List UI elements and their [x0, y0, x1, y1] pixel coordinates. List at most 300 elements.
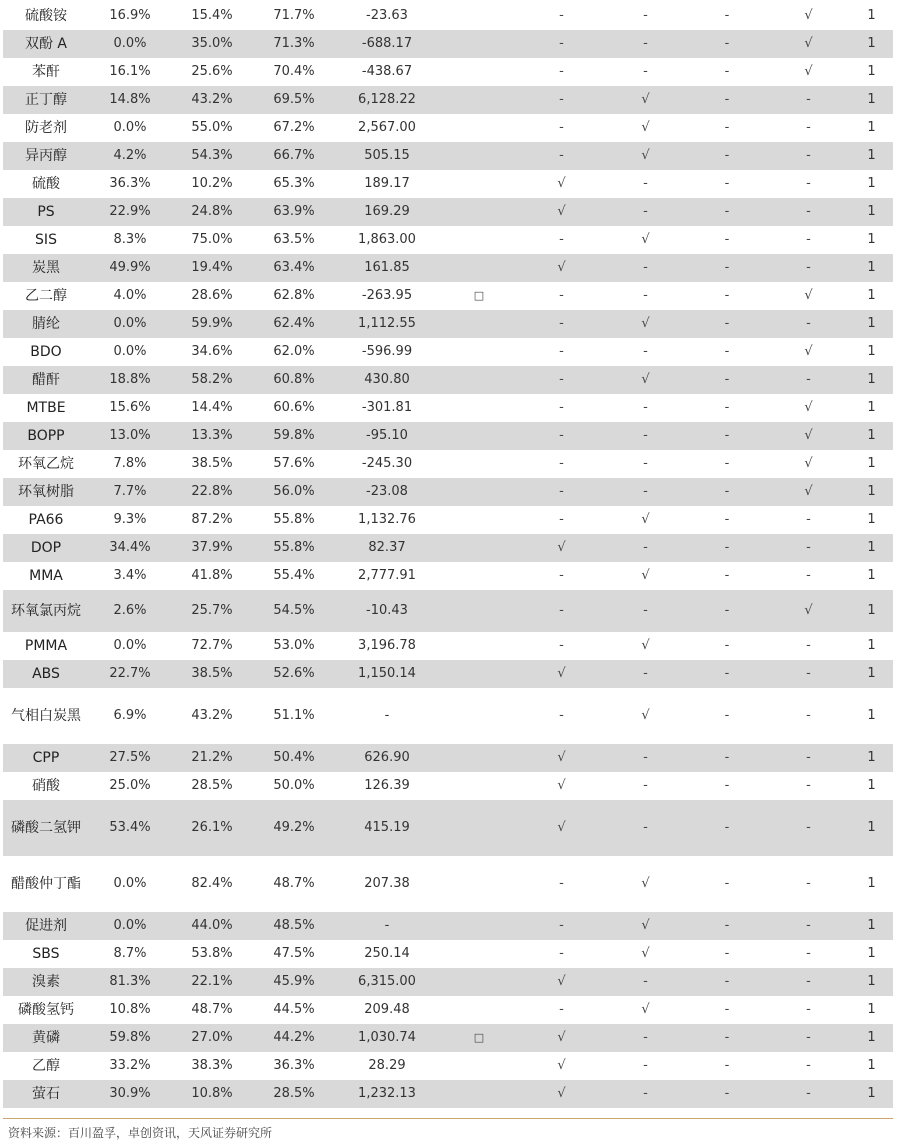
count-value: 1	[850, 1080, 893, 1108]
mark-col3: -	[687, 940, 767, 968]
product-name: 硫酸	[3, 170, 89, 198]
col2-value: 34.6%	[171, 338, 253, 366]
mark-col1: -	[519, 506, 604, 534]
mark-col3: -	[687, 226, 767, 254]
col1-value: 4.0%	[89, 282, 171, 310]
count-value: 1	[850, 394, 893, 422]
product-name: 乙二醇	[3, 282, 89, 310]
col2-value: 38.3%	[171, 1052, 253, 1080]
col3-value: 51.1%	[253, 688, 335, 744]
mark-col3: -	[687, 58, 767, 86]
col4-value: 207.38	[335, 856, 439, 912]
mark-col1: √	[519, 198, 604, 226]
mark-col2: -	[604, 58, 687, 86]
mark-col1: -	[519, 912, 604, 940]
col4-value: -688.17	[335, 30, 439, 58]
col3-value: 71.7%	[253, 2, 335, 30]
table-row	[3, 772, 893, 800]
col4-value: 415.19	[335, 800, 439, 856]
mark-col3: -	[687, 86, 767, 114]
mark-col4: -	[767, 254, 850, 282]
col2-value: 44.0%	[171, 912, 253, 940]
mark-col2: -	[604, 254, 687, 282]
col2-value: 14.4%	[171, 394, 253, 422]
col4-value: 1,132.76	[335, 506, 439, 534]
mark-col3: -	[687, 170, 767, 198]
col3-value: 60.8%	[253, 366, 335, 394]
mark-col4: -	[767, 856, 850, 912]
mark-col2: -	[604, 170, 687, 198]
product-name: 萤石	[3, 1080, 89, 1108]
mark-col1: -	[519, 338, 604, 366]
flag-box	[439, 170, 519, 198]
mark-col4: -	[767, 800, 850, 856]
mark-col4: -	[767, 114, 850, 142]
count-value: 1	[850, 282, 893, 310]
col2-value: 28.5%	[171, 772, 253, 800]
mark-col2: -	[604, 744, 687, 772]
mark-col1: √	[519, 968, 604, 996]
col3-value: 50.0%	[253, 772, 335, 800]
mark-col3: -	[687, 856, 767, 912]
mark-col3: -	[687, 912, 767, 940]
count-value: 1	[850, 968, 893, 996]
col3-value: 55.8%	[253, 534, 335, 562]
col2-value: 25.7%	[171, 590, 253, 632]
mark-col4: -	[767, 534, 850, 562]
col3-value: 63.5%	[253, 226, 335, 254]
mark-col4: -	[767, 170, 850, 198]
mark-col4: -	[767, 562, 850, 590]
flag-box	[439, 254, 519, 282]
col3-value: 36.3%	[253, 1052, 335, 1080]
col4-value: 209.48	[335, 996, 439, 1024]
mark-col1: -	[519, 632, 604, 660]
mark-col2: -	[604, 1024, 687, 1052]
mark-col1: -	[519, 562, 604, 590]
col4-value: 1,863.00	[335, 226, 439, 254]
col3-value: 50.4%	[253, 744, 335, 772]
mark-col2: -	[604, 968, 687, 996]
col3-value: 49.2%	[253, 800, 335, 856]
mark-col4: -	[767, 1080, 850, 1108]
product-name: 环氧乙烷	[3, 450, 89, 478]
col3-value: 66.7%	[253, 142, 335, 170]
col4-value: 1,112.55	[335, 310, 439, 338]
product-name: SIS	[3, 226, 89, 254]
product-name: 苯酐	[3, 58, 89, 86]
mark-col3: -	[687, 506, 767, 534]
table-row	[3, 310, 893, 338]
product-name: 磷酸二氢钾	[3, 800, 89, 856]
mark-col2: -	[604, 198, 687, 226]
mark-col3: -	[687, 142, 767, 170]
mark-col4: -	[767, 968, 850, 996]
col1-value: 10.8%	[89, 996, 171, 1024]
col1-value: 27.5%	[89, 744, 171, 772]
mark-col2: √	[604, 632, 687, 660]
col2-value: 38.5%	[171, 450, 253, 478]
flag-box	[439, 366, 519, 394]
count-value: 1	[850, 478, 893, 506]
mark-col1: √	[519, 1080, 604, 1108]
table-row	[3, 226, 893, 254]
col4-value: 28.29	[335, 1052, 439, 1080]
product-name: 环氧树脂	[3, 478, 89, 506]
col2-value: 13.3%	[171, 422, 253, 450]
col3-value: 70.4%	[253, 58, 335, 86]
col4-value: 430.80	[335, 366, 439, 394]
count-value: 1	[850, 422, 893, 450]
col1-value: 22.9%	[89, 198, 171, 226]
col3-value: 48.5%	[253, 912, 335, 940]
col2-value: 37.9%	[171, 534, 253, 562]
col3-value: 44.5%	[253, 996, 335, 1024]
col4-value: -596.99	[335, 338, 439, 366]
mark-col4: √	[767, 58, 850, 86]
table-row	[3, 688, 893, 744]
col2-value: 15.4%	[171, 2, 253, 30]
mark-col2: -	[604, 1080, 687, 1108]
mark-col2: -	[604, 2, 687, 30]
mark-col2: -	[604, 450, 687, 478]
table-row	[3, 800, 893, 856]
mark-col4: -	[767, 310, 850, 338]
product-name: 磷酸氢钙	[3, 996, 89, 1024]
count-value: 1	[850, 856, 893, 912]
mark-col1: √	[519, 744, 604, 772]
mark-col1: -	[519, 114, 604, 142]
col1-value: 16.9%	[89, 2, 171, 30]
table-row	[3, 282, 893, 310]
col4-value: -	[335, 912, 439, 940]
col3-value: 71.3%	[253, 30, 335, 58]
col3-value: 44.2%	[253, 1024, 335, 1052]
flag-box	[439, 534, 519, 562]
mark-col1: √	[519, 1052, 604, 1080]
col4-value: 1,232.13	[335, 1080, 439, 1108]
col4-value: -	[335, 688, 439, 744]
col1-value: 14.8%	[89, 86, 171, 114]
col1-value: 33.2%	[89, 1052, 171, 1080]
col1-value: 22.7%	[89, 660, 171, 688]
col1-value: 36.3%	[89, 170, 171, 198]
mark-col2: √	[604, 688, 687, 744]
col3-value: 60.6%	[253, 394, 335, 422]
mark-col4: √	[767, 394, 850, 422]
mark-col2: -	[604, 338, 687, 366]
mark-col2: -	[604, 534, 687, 562]
mark-col4: √	[767, 422, 850, 450]
mark-col4: -	[767, 506, 850, 534]
flag-box: □	[439, 282, 519, 310]
count-value: 1	[850, 254, 893, 282]
col1-value: 4.2%	[89, 142, 171, 170]
col4-value: -10.43	[335, 590, 439, 632]
flag-box	[439, 562, 519, 590]
mark-col4: -	[767, 226, 850, 254]
mark-col2: √	[604, 226, 687, 254]
col1-value: 25.0%	[89, 772, 171, 800]
col2-value: 10.2%	[171, 170, 253, 198]
col2-value: 22.1%	[171, 968, 253, 996]
mark-col2: -	[604, 478, 687, 506]
table-row	[3, 254, 893, 282]
mark-col1: √	[519, 772, 604, 800]
col1-value: 8.7%	[89, 940, 171, 968]
flag-box	[439, 2, 519, 30]
count-value: 1	[850, 310, 893, 338]
col4-value: 169.29	[335, 198, 439, 226]
count-value: 1	[850, 2, 893, 30]
col3-value: 56.0%	[253, 478, 335, 506]
source-note: 资料来源：百川盈孚，卓创资讯，天风证券研究所	[8, 1126, 273, 1140]
flag-box	[439, 856, 519, 912]
product-name: BDO	[3, 338, 89, 366]
col3-value: 55.8%	[253, 506, 335, 534]
table-row	[3, 366, 893, 394]
mark-col1: √	[519, 800, 604, 856]
product-name: 醋酸仲丁酯	[3, 856, 89, 912]
flag-box	[439, 940, 519, 968]
mark-col2: √	[604, 310, 687, 338]
flag-box	[439, 772, 519, 800]
col3-value: 54.5%	[253, 590, 335, 632]
mark-col3: -	[687, 198, 767, 226]
product-name: 醋酐	[3, 366, 89, 394]
mark-col2: -	[604, 422, 687, 450]
mark-col2: √	[604, 86, 687, 114]
col1-value: 81.3%	[89, 968, 171, 996]
table-row	[3, 478, 893, 506]
table-row	[3, 30, 893, 58]
col4-value: -23.08	[335, 478, 439, 506]
count-value: 1	[850, 30, 893, 58]
mark-col4: √	[767, 282, 850, 310]
col4-value: -301.81	[335, 394, 439, 422]
col3-value: 62.4%	[253, 310, 335, 338]
col2-value: 22.8%	[171, 478, 253, 506]
flag-box	[439, 688, 519, 744]
mark-col2: √	[604, 562, 687, 590]
flag-box	[439, 506, 519, 534]
count-value: 1	[850, 226, 893, 254]
col3-value: 65.3%	[253, 170, 335, 198]
mark-col2: -	[604, 590, 687, 632]
table-row	[3, 1024, 893, 1052]
flag-box	[439, 996, 519, 1024]
mark-col1: -	[519, 856, 604, 912]
col1-value: 9.3%	[89, 506, 171, 534]
col3-value: 67.2%	[253, 114, 335, 142]
mark-col3: -	[687, 800, 767, 856]
mark-col3: -	[687, 394, 767, 422]
mark-col4: -	[767, 632, 850, 660]
count-value: 1	[850, 940, 893, 968]
mark-col3: -	[687, 660, 767, 688]
col3-value: 52.6%	[253, 660, 335, 688]
col1-value: 0.0%	[89, 338, 171, 366]
col3-value: 62.8%	[253, 282, 335, 310]
mark-col4: -	[767, 86, 850, 114]
col3-value: 28.5%	[253, 1080, 335, 1108]
col2-value: 35.0%	[171, 30, 253, 58]
mark-col1: -	[519, 590, 604, 632]
product-name: PMMA	[3, 632, 89, 660]
count-value: 1	[850, 114, 893, 142]
mark-col4: √	[767, 338, 850, 366]
table-row	[3, 114, 893, 142]
count-value: 1	[850, 744, 893, 772]
mark-col3: -	[687, 772, 767, 800]
count-value: 1	[850, 562, 893, 590]
col2-value: 21.2%	[171, 744, 253, 772]
table-row	[3, 856, 893, 912]
col4-value: -95.10	[335, 422, 439, 450]
mark-col4: √	[767, 590, 850, 632]
col1-value: 0.0%	[89, 310, 171, 338]
col2-value: 75.0%	[171, 226, 253, 254]
mark-col3: -	[687, 562, 767, 590]
count-value: 1	[850, 198, 893, 226]
flag-box	[439, 114, 519, 142]
mark-col2: -	[604, 282, 687, 310]
col4-value: 161.85	[335, 254, 439, 282]
col1-value: 7.8%	[89, 450, 171, 478]
col4-value: 6,128.22	[335, 86, 439, 114]
flag-box	[439, 450, 519, 478]
mark-col4: -	[767, 1024, 850, 1052]
col4-value: -245.30	[335, 450, 439, 478]
product-name: 防老剂	[3, 114, 89, 142]
count-value: 1	[850, 688, 893, 744]
mark-col2: √	[604, 996, 687, 1024]
col2-value: 87.2%	[171, 506, 253, 534]
mark-col3: -	[687, 366, 767, 394]
table-row	[3, 632, 893, 660]
mark-col1: -	[519, 996, 604, 1024]
table-row	[3, 86, 893, 114]
mark-col4: -	[767, 198, 850, 226]
product-name: 黄磷	[3, 1024, 89, 1052]
col3-value: 57.6%	[253, 450, 335, 478]
count-value: 1	[850, 534, 893, 562]
flag-box	[439, 394, 519, 422]
count-value: 1	[850, 450, 893, 478]
mark-col3: -	[687, 632, 767, 660]
product-name: 异丙醇	[3, 142, 89, 170]
mark-col4: -	[767, 996, 850, 1024]
product-name: 双酚 A	[3, 30, 89, 58]
count-value: 1	[850, 800, 893, 856]
count-value: 1	[850, 912, 893, 940]
mark-col2: √	[604, 940, 687, 968]
mark-col3: -	[687, 1080, 767, 1108]
col4-value: -23.63	[335, 2, 439, 30]
flag-box	[439, 1080, 519, 1108]
col2-value: 41.8%	[171, 562, 253, 590]
table-body	[3, 2, 893, 1108]
mark-col2: √	[604, 142, 687, 170]
flag-box	[439, 422, 519, 450]
mark-col4: -	[767, 744, 850, 772]
mark-col1: -	[519, 282, 604, 310]
mark-col2: √	[604, 506, 687, 534]
mark-col1: √	[519, 170, 604, 198]
mark-col2: -	[604, 30, 687, 58]
table-row	[3, 744, 893, 772]
product-name: 正丁醇	[3, 86, 89, 114]
mark-col1: -	[519, 30, 604, 58]
product-name: PA66	[3, 506, 89, 534]
col2-value: 82.4%	[171, 856, 253, 912]
mark-col2: -	[604, 800, 687, 856]
mark-col4: -	[767, 1052, 850, 1080]
mark-col2: √	[604, 366, 687, 394]
col2-value: 26.1%	[171, 800, 253, 856]
count-value: 1	[850, 170, 893, 198]
table-row	[3, 394, 893, 422]
col4-value: 3,196.78	[335, 632, 439, 660]
mark-col1: -	[519, 58, 604, 86]
mark-col4: √	[767, 30, 850, 58]
mark-col1: √	[519, 1024, 604, 1052]
mark-col1: -	[519, 450, 604, 478]
mark-col3: -	[687, 282, 767, 310]
col2-value: 53.8%	[171, 940, 253, 968]
col1-value: 3.4%	[89, 562, 171, 590]
flag-box	[439, 86, 519, 114]
col4-value: 1,150.14	[335, 660, 439, 688]
col3-value: 45.9%	[253, 968, 335, 996]
table-row	[3, 58, 893, 86]
col2-value: 25.6%	[171, 58, 253, 86]
table-row	[3, 968, 893, 996]
col2-value: 24.8%	[171, 198, 253, 226]
col4-value: 626.90	[335, 744, 439, 772]
col1-value: 0.0%	[89, 912, 171, 940]
table-row	[3, 562, 893, 590]
product-name: BOPP	[3, 422, 89, 450]
product-name: 腈纶	[3, 310, 89, 338]
mark-col4: -	[767, 912, 850, 940]
count-value: 1	[850, 996, 893, 1024]
product-name: CPP	[3, 744, 89, 772]
count-value: 1	[850, 632, 893, 660]
product-name: PS	[3, 198, 89, 226]
col2-value: 10.8%	[171, 1080, 253, 1108]
mark-col1: -	[519, 226, 604, 254]
mark-col1: -	[519, 310, 604, 338]
count-value: 1	[850, 58, 893, 86]
col1-value: 0.0%	[89, 114, 171, 142]
mark-col3: -	[687, 254, 767, 282]
col2-value: 43.2%	[171, 86, 253, 114]
mark-col3: -	[687, 114, 767, 142]
col1-value: 0.0%	[89, 632, 171, 660]
col4-value: -263.95	[335, 282, 439, 310]
mark-col2: -	[604, 394, 687, 422]
flag-box	[439, 142, 519, 170]
col2-value: 28.6%	[171, 282, 253, 310]
mark-col4: √	[767, 2, 850, 30]
mark-col3: -	[687, 996, 767, 1024]
col1-value: 13.0%	[89, 422, 171, 450]
col3-value: 62.0%	[253, 338, 335, 366]
col4-value: 2,777.91	[335, 562, 439, 590]
col4-value: 189.17	[335, 170, 439, 198]
product-name: 气相白炭黑	[3, 688, 89, 744]
